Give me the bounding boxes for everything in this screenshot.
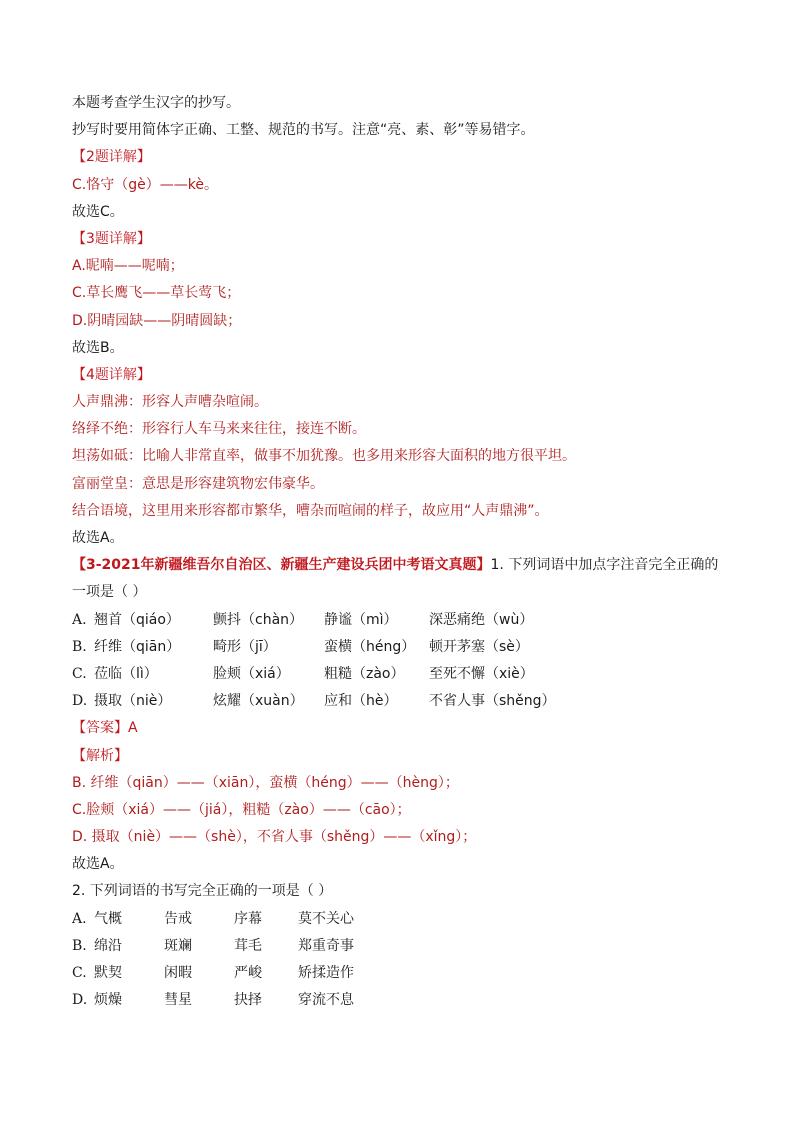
- section-header: 【2题详解】: [72, 149, 151, 166]
- option-item: 严峻: [234, 965, 262, 981]
- option-item: 炫耀（xuàn）: [213, 693, 304, 710]
- option-label: D.: [72, 992, 88, 1009]
- q2-option-d: [72, 987, 722, 1014]
- text-line: A.昵喃——呢喃；: [72, 258, 184, 275]
- option-item: 穿流不息: [298, 992, 354, 1009]
- option-item: 闲暇: [164, 965, 192, 981]
- q1-option-c: [72, 661, 722, 688]
- option-item: 脸颊（xiá）: [213, 665, 290, 682]
- text-line: 抄写时要用简体字正确、工整、规范的书写。注意“亮、素、彰”等易错字。: [72, 122, 535, 139]
- text-line: D.阴晴园缺——阴晴圆缺；: [72, 312, 242, 329]
- q1-option-b: [72, 634, 722, 661]
- section-header: 【4题详解】: [72, 366, 151, 383]
- conclusion-line: 故选A。: [72, 856, 124, 873]
- text-line: 结合语境，这里用来形容都市繁华，嘈杂而喧闹的样子，故应用“人声鼎沸”。: [72, 502, 549, 519]
- option-item: 告戒: [164, 910, 192, 927]
- option-item: 翘首（qiáo）: [94, 611, 180, 628]
- q2-option-b: [72, 933, 722, 960]
- text-line: C.恪守（gè）——kè。: [72, 176, 218, 193]
- text-line: 坦荡如砥：比喻人非常直率，做事不加犹豫。也多用来形容大面积的地方很平坦。: [72, 448, 576, 465]
- option-item: 畸形（jī）: [213, 638, 277, 655]
- question-1-title: [72, 552, 722, 579]
- question-2-stem: 2. 下列词语的书写完全正确的一项是（ ）: [72, 883, 333, 900]
- option-label: C.: [72, 965, 87, 981]
- question-source: 【3-2021年新疆维吾尔自治区、新疆生产建设兵团中考语文真题】: [72, 557, 491, 574]
- option-label: C.: [72, 665, 87, 682]
- q2-option-a: [72, 906, 722, 933]
- option-item: 斑斓: [164, 937, 192, 954]
- analysis-line: C.脸颊（xiá）——（jiá），粗糙（zào）——（cāo）；: [72, 801, 411, 818]
- text-line: 故选C。: [72, 203, 124, 220]
- option-label: A.: [72, 910, 87, 927]
- section-header: 【3题详解】: [72, 230, 151, 247]
- text-line: 故选B。: [72, 339, 124, 356]
- option-item: 彗星: [164, 992, 192, 1009]
- option-item: 莫不关心: [298, 910, 354, 927]
- text-line: C.草长鹰飞——草长莺飞；: [72, 285, 241, 302]
- q1-option-a: [72, 607, 722, 634]
- option-item: 蛮横（héng）: [324, 638, 416, 655]
- option-item: 应和（hè）: [324, 693, 398, 710]
- option-item: 摄取（niè）: [94, 693, 172, 710]
- analysis-line: B. 纤维（qiān）——（xiān），蛮横（héng）——（hèng）；: [72, 774, 459, 791]
- text-line: 络绎不绝：形容行人车马来来往往，接连不断。: [72, 421, 366, 438]
- option-item: 矫揉造作: [298, 965, 354, 981]
- option-item: 不省人事（shěng）: [429, 693, 556, 710]
- option-label: D.: [72, 693, 88, 710]
- option-item: 抉择: [234, 992, 262, 1009]
- option-label: A.: [72, 611, 87, 628]
- text-line: 富丽堂皇：意思是形容建筑物宏伟豪华。: [72, 475, 324, 492]
- question-stem-cont: 一项是（ ）: [72, 584, 147, 601]
- option-item: 顿开茅塞（sè）: [429, 638, 529, 655]
- option-label: B.: [72, 638, 87, 655]
- answer-line: 【答案】A: [72, 720, 138, 737]
- option-item: 静谧（mì）: [324, 611, 398, 628]
- option-item: 深恶痛绝（wù）: [429, 611, 534, 628]
- text-line: 本题考查学生汉字的抄写。: [72, 95, 240, 111]
- option-item: 颤抖（chàn）: [213, 611, 304, 628]
- q1-option-d: [72, 688, 722, 715]
- document-page: [72, 90, 722, 1014]
- option-item: 气概: [94, 910, 122, 927]
- q2-option-c: [72, 960, 722, 987]
- option-item: 绵沿: [94, 937, 122, 954]
- option-item: 至死不懈（xiè）: [429, 665, 534, 682]
- option-item: 莅临（lì）: [94, 665, 158, 682]
- text-line: 故选A。: [72, 530, 124, 546]
- text-line: 人声鼎沸：形容人声嘈杂喧闹。: [72, 394, 268, 411]
- question-stem: 1. 下列词语中加点字注音完全正确的: [490, 557, 719, 574]
- option-label: B.: [72, 937, 87, 954]
- option-item: 纤维（qiān）: [94, 638, 181, 655]
- option-item: 茸毛: [234, 937, 262, 954]
- analysis-header: 【解析】: [72, 747, 128, 764]
- option-item: 粗糙（zào）: [324, 665, 405, 682]
- analysis-line: D. 摄取（niè）——（shè），不省人事（shěng）——（xǐng）；: [72, 829, 477, 846]
- option-item: 烦燥: [94, 992, 122, 1009]
- option-item: 默契: [94, 965, 122, 981]
- option-item: 序幕: [234, 910, 262, 927]
- option-item: 郑重奇事: [298, 937, 354, 954]
